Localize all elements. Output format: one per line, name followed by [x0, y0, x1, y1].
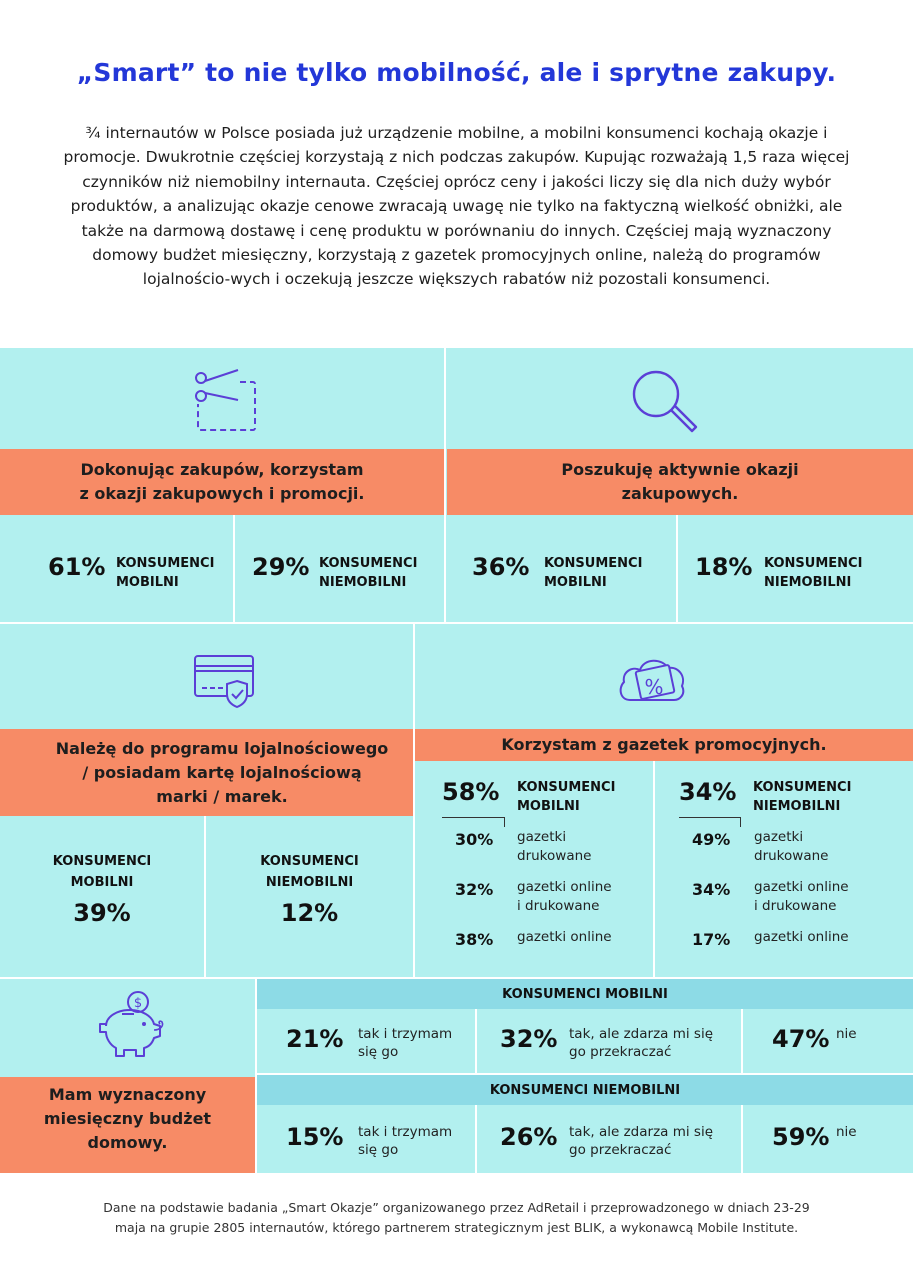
- page-title: „Smart” to nie tylko mobilność, ale i sprytne zakupy.: [76, 58, 837, 87]
- option-label: [569, 1025, 713, 1061]
- label-line: tak, ale zdarza mi się: [569, 1124, 713, 1140]
- label-line: MOBILNI: [517, 799, 580, 814]
- loyalty-heading-line: / posiadam kartę lojalnościową: [82, 763, 362, 782]
- leaflet-row-label: [517, 828, 591, 866]
- deals-heading: [447, 458, 913, 506]
- label-line: się go: [358, 1044, 399, 1060]
- label-line: drukowane: [517, 848, 592, 864]
- leaflet-row-label: [754, 878, 849, 916]
- svg-text:%: %: [644, 675, 664, 699]
- leaflet-row-label: [517, 928, 612, 947]
- label-line: tak i trzymam: [358, 1124, 453, 1140]
- deals-nonmobile-percent: 18%: [695, 553, 753, 581]
- budget-heading-line: miesięczny budżet: [43, 1109, 212, 1128]
- divider: [475, 1009, 477, 1073]
- option-label: nie: [836, 1124, 857, 1140]
- scissors-coupon-icon: [190, 368, 260, 434]
- label-line: i drukowane: [517, 898, 600, 914]
- label-line: NIEMOBILNI: [753, 799, 841, 814]
- leaflet-row-percent: 38%: [455, 930, 494, 949]
- deals-heading-line: zakupowych.: [621, 484, 739, 503]
- mobile-label: [116, 554, 214, 592]
- budget-heading-line: Mam wyznaczony: [48, 1085, 207, 1104]
- divider: [653, 761, 655, 977]
- loyalty-heading-line: marki / marek.: [156, 787, 288, 806]
- budget-mobile-p1: 21%: [286, 1025, 344, 1053]
- loyalty-nonmobile-percent: 12%: [280, 899, 339, 927]
- budget-mobile-p2: 32%: [500, 1025, 558, 1053]
- leaflets-mobile-percent: 58%: [442, 778, 500, 806]
- promo-heading-line: Dokonując zakupów, korzystam: [80, 460, 364, 479]
- intro-paragraph: ¾ internautów w Polsce posiada już urządzenie mobilne, a mobilni konsumenci kochają okazje i promocje. Dwukrotnie częściej korzystają z nich podczas zakupów. Kupując rozważają 1,5 raza więcej czynników niż niemobilny internauta. Częściej oprócz ceny i jakości liczy się dla nich duży wybór produktów, a analizując okazje cenowe zwracają uwagę nie tylko na faktyczną wielkość obniżki, ale także na darmową dostawę i cenę produktu w porównaniu do innych. Częściej mają wyznaczony domowy budżet miesięczny, korzystają z gazetek promocyjnych online, należą do programów lojalnościo-wych i oczekują jeszcze większych rabatów niż pozostali konsumenci.: [63, 124, 850, 289]
- nonmobile-label: [319, 554, 417, 592]
- leaflets-heading: Korzystam z gazetek promocyjnych.: [501, 735, 827, 754]
- divider: [741, 1105, 743, 1173]
- label-line: KONSUMENCI: [116, 556, 215, 571]
- label-line: MOBILNI: [116, 575, 179, 590]
- leaflet-row-percent: 32%: [455, 880, 494, 899]
- promo-nonmobile-percent: 29%: [252, 553, 310, 581]
- footer-line: maja na grupie 2805 internautów, którego partnerem strategicznym jest BLIK, a wykonawcą Mobile Institute.: [114, 1220, 799, 1235]
- promo-heading-line: z okazji zakupowych i promocji.: [79, 484, 365, 503]
- bracket-line: [442, 817, 505, 827]
- label-line: gazetki: [754, 829, 804, 845]
- label-line: MOBILNI: [70, 875, 134, 890]
- budget-nonmobile-p2: 26%: [500, 1123, 558, 1151]
- option-label: [569, 1123, 713, 1159]
- loyalty-heading: [0, 737, 444, 809]
- promo-mobile-percent: 61%: [48, 553, 106, 581]
- leaflet-row-percent: 30%: [455, 830, 494, 849]
- budget-nonmobile-p1: 15%: [286, 1123, 344, 1151]
- divider: [676, 515, 678, 622]
- bracket-line: [679, 817, 741, 827]
- label-line: KONSUMENCI: [52, 854, 152, 869]
- loyalty-mobile-percent: 39%: [73, 899, 131, 927]
- label-line: NIEMOBILNI: [319, 575, 407, 590]
- nonmobile-label: [764, 554, 862, 592]
- budget-heading: [0, 1083, 255, 1155]
- divider: [204, 816, 206, 977]
- leaflet-row-label: [517, 878, 612, 916]
- label-line: KONSUMENCI: [753, 780, 852, 795]
- promo-heading: [0, 458, 444, 506]
- leaflet-row-percent: 34%: [692, 880, 731, 899]
- leaflet-row-percent: 17%: [692, 930, 731, 949]
- divider: [233, 515, 235, 622]
- label-line: tak, ale zdarza mi się: [569, 1026, 713, 1042]
- label-line: KONSUMENCI: [544, 556, 643, 571]
- budget-mobile-p3: 47%: [772, 1025, 830, 1053]
- budget-nonmobile-p3: 59%: [772, 1123, 830, 1151]
- loyalty-card-shield-icon: [193, 654, 259, 710]
- label-line: tak i trzymam: [358, 1026, 453, 1042]
- mobile-label: [517, 778, 615, 816]
- option-label: [358, 1025, 452, 1061]
- label-line: MOBILNI: [544, 575, 607, 590]
- label-line: gazetki online: [517, 929, 612, 945]
- option-label: nie: [836, 1026, 857, 1042]
- label-line: i drukowane: [754, 898, 837, 914]
- label-line: gazetki online: [754, 879, 849, 895]
- nonmobile-label: [206, 851, 413, 893]
- deals-heading-line: Poszukuję aktywnie okazji: [561, 460, 799, 479]
- label-line: NIEMOBILNI: [764, 575, 852, 590]
- nonmobile-bar-title: KONSUMENCI NIEMOBILNI: [489, 1083, 681, 1098]
- label-line: gazetki: [517, 829, 567, 845]
- label-line: go przekraczać: [569, 1142, 672, 1158]
- magnifier-icon: [630, 368, 700, 434]
- divider: [444, 348, 446, 622]
- label-line: drukowane: [754, 848, 829, 864]
- leaflet-row-label: [754, 928, 849, 947]
- label-line: go przekraczać: [569, 1044, 672, 1060]
- budget-heading-line: domowy.: [87, 1133, 168, 1152]
- label-line: KONSUMENCI: [764, 556, 863, 571]
- divider: [257, 1073, 913, 1075]
- leaflet-row-label: [754, 828, 828, 866]
- footer-note: [40, 1198, 873, 1238]
- mobile-bar-title: KONSUMENCI MOBILNI: [502, 987, 668, 1002]
- label-line: KONSUMENCI: [260, 854, 359, 869]
- piggy-bank-coin-icon: [96, 990, 170, 1060]
- label-line: KONSUMENCI: [319, 556, 418, 571]
- divider: [475, 1105, 477, 1173]
- svg-text:$: $: [133, 996, 143, 1011]
- label-line: NIEMOBILNI: [265, 875, 354, 890]
- label-line: gazetki online: [754, 929, 849, 945]
- nonmobile-label: [753, 778, 851, 816]
- leaflets-nonmobile-percent: 34%: [679, 778, 737, 806]
- label-line: się go: [358, 1142, 399, 1158]
- divider: [741, 1009, 743, 1073]
- leaflet-row-percent: 49%: [692, 830, 731, 849]
- deals-mobile-percent: 36%: [472, 553, 530, 581]
- mobile-label: [544, 554, 642, 592]
- label-line: gazetki online: [517, 879, 612, 895]
- footer-line: Dane na podstawie badania „Smart Okazje” organizowanego przez AdRetail i przeprowadzonego w dniach 23-29: [103, 1200, 810, 1215]
- mobile-label: [0, 851, 204, 893]
- label-line: KONSUMENCI: [517, 780, 616, 795]
- option-label: [358, 1123, 452, 1159]
- loyalty-heading-line: Należę do programu lojalnościowego: [55, 739, 389, 758]
- percent-tag-cloud-icon: [616, 648, 688, 706]
